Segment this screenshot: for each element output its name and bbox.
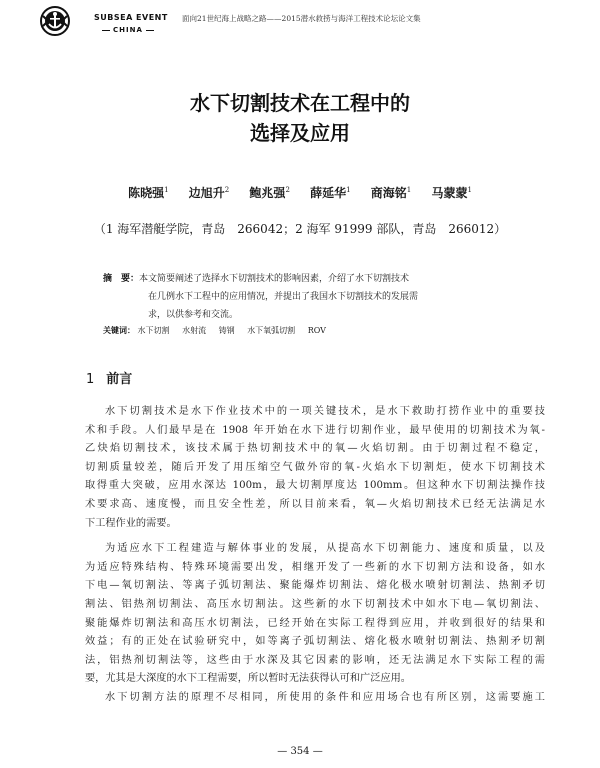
author-name: 边旭升 <box>188 186 225 200</box>
keyword: 水下切割 <box>137 326 170 335</box>
page-header <box>40 6 570 40</box>
keyword: 铸钢 <box>218 326 235 335</box>
author <box>431 185 471 201</box>
author-affiliation-marker: 2 <box>224 186 230 194</box>
body-line: 要，尤其是大深度的水下工程需要，所以暂时无法获得认可和广泛应用。 <box>85 673 411 685</box>
abstract <box>103 270 503 324</box>
section-title: 前言 <box>106 372 133 387</box>
author-name: 鲍兆强 <box>249 186 286 200</box>
author-affiliation-marker: 1 <box>346 186 351 194</box>
author-affiliation-marker: 1 <box>467 186 472 194</box>
paper-title-line-2: 选择及应用 <box>250 121 350 145</box>
body-line: 为适应特殊结构、特殊环境需要出发，相继开发了一些新的水下切割方法和设备，如水 <box>85 561 545 573</box>
anchor-logo-icon <box>40 6 70 36</box>
author-list <box>0 185 600 201</box>
body-line: 水下切割方法的原理不尽相同，所使用的条件和应用场合也有所区别，这需要施工 <box>105 691 545 703</box>
proceedings-series-title: 面向21世纪海上战略之路——2015潜水救捞与海洋工程技术论坛论文集 <box>182 14 421 23</box>
page-number: — 354 — <box>277 746 323 757</box>
body-line: 法，铝热剂切割法等，这些由于水深及其它因素的影响，还无法满足水下实际工程的需 <box>85 654 545 666</box>
author-name: 商海铭 <box>370 186 407 200</box>
author <box>189 185 229 201</box>
body-text <box>85 403 545 708</box>
body-line: 效益；有的正处在试验研究中，如等离子弧切割法、熔化极水喷射切割法、热割矛切割 <box>85 636 545 648</box>
keyword: 水下氧弧切割 <box>247 326 296 335</box>
author <box>310 185 350 201</box>
body-line: 水下切割技术是水下作业技术中的一项关键技术，是水下救助打捞作业中的重要技 <box>105 406 545 417</box>
body-line: 术和手段。人们最早是在 1908 年开始在水下进行切割作业，最早使用的切割技术为氧- <box>85 424 545 436</box>
section-heading <box>86 372 132 388</box>
keywords <box>103 324 336 337</box>
author-affiliation-marker: 1 <box>164 186 169 194</box>
author-name: 薛延华 <box>310 186 347 200</box>
body-line: 术要求高、速度慢，而且安全性差，所以目前来看，氧—火焰切割技术已经无法满足水 <box>85 498 545 510</box>
author-affiliation-marker: 2 <box>285 186 290 194</box>
body-line: 割法、铝热剂切割法、高压水切割法。这些新的水下切割技术中如水下电—氧切割法、 <box>85 598 545 610</box>
body-line: 切割质量较差，随后开发了用压缩空气做外帘的氧-火焰水下切割炬，使水下切割技术 <box>85 461 545 473</box>
body-line: 乙炔焰切割技术，该技术属于热切割技术中的氧—火焰切割。由于切割过程不稳定， <box>85 443 545 455</box>
body-line: 为适应水下工程建造与解体事业的发展，从提高水下切割能力、速度和质量，以及 <box>105 543 545 555</box>
author <box>249 185 289 201</box>
author <box>128 185 168 201</box>
author-affiliation-marker: 1 <box>406 186 412 194</box>
abstract-line: 求，以供参考和交流。 <box>148 310 239 320</box>
author-name: 陈晓强 <box>128 186 165 200</box>
abstract-label: 摘 要： <box>103 274 140 284</box>
abstract-text: 本文简要阐述了选择水下切割技术的影响因素，介绍了水下切割技术 <box>139 274 410 284</box>
body-line: 下电—氧切割法、等离子弧切割法、聚能爆炸切割法、熔化极水喷射切割法、热割矛切 <box>85 580 545 592</box>
body-line: 下工程作业的需要。 <box>85 517 177 529</box>
keyword: 水射流 <box>182 326 207 335</box>
abstract-line: 在几例水下工程中的应用情况，并提出了我国水下切割技术的发展需 <box>148 292 419 302</box>
logo-subtext: CHINA <box>99 26 157 35</box>
section-number: 1 <box>86 372 95 387</box>
body-line: 取得重大突破，应用水深达 100m，最大切割厚度达 100mm。但这种水下切割法操作技 <box>85 480 545 492</box>
keywords-label: 关键词： <box>103 325 135 335</box>
paper-title-line-1: 水下切割技术在工程中的 <box>190 91 410 115</box>
body-line: 聚能爆炸切割法和高压水切割法，已经开始在实际工程得到应用，并收到很好的结果和 <box>85 617 545 629</box>
author <box>371 185 411 201</box>
logo-text: SUBSEA EVENT <box>94 13 168 22</box>
author-name: 马蒙蒙 <box>431 186 468 200</box>
keyword: ROV <box>307 326 326 335</box>
affiliation: （1 海军潜艇学院，青岛 266042；2 海军 91999 部队，青岛 266012） <box>93 222 507 236</box>
abstract-line <box>103 270 503 288</box>
